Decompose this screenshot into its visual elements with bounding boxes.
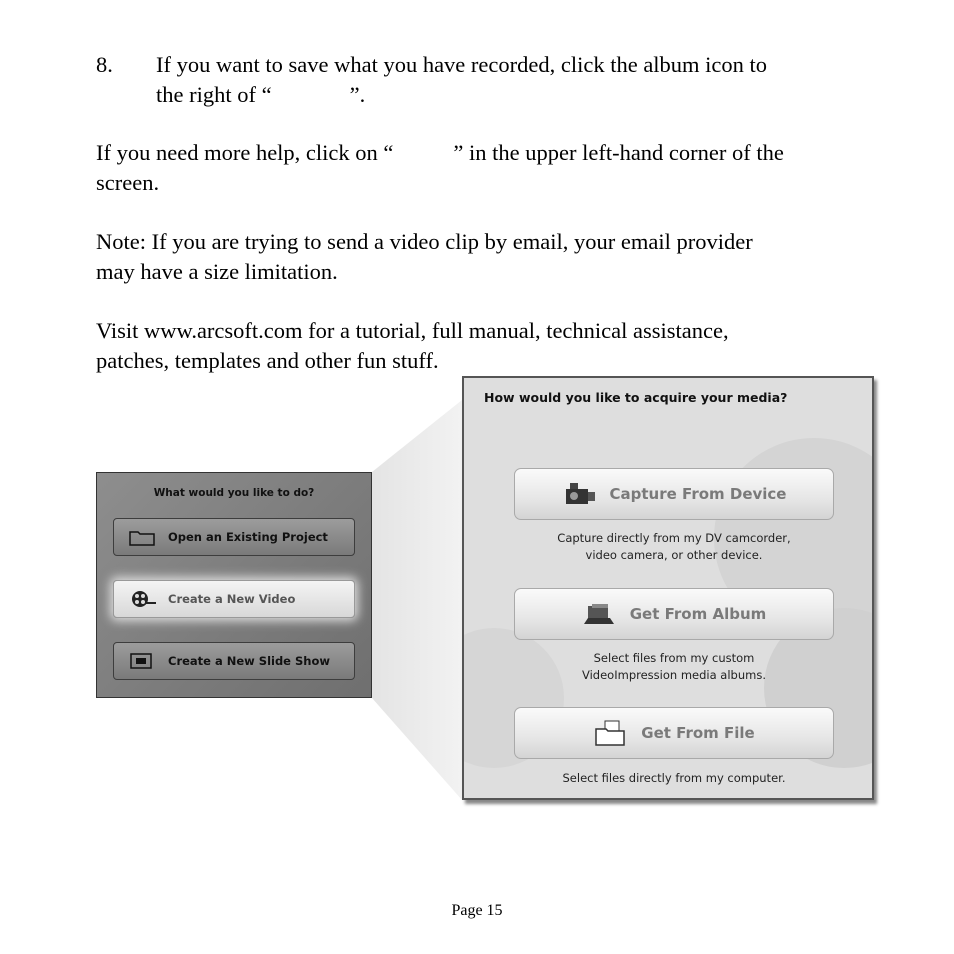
- help-text-after: ” in the upper left-hand corner of the: [453, 140, 784, 165]
- get-from-file-label: Get From File: [641, 724, 755, 742]
- album-desc-line-1: Select files from my custom: [593, 651, 755, 665]
- capture-desc-line-1: Capture directly from my DV camcorder,: [557, 531, 791, 545]
- visit-line-2: patches, templates and other fun stuff.: [96, 348, 439, 373]
- get-from-album-button[interactable]: [514, 588, 834, 640]
- get-from-album-label: Get From Album: [629, 605, 767, 623]
- album-desc-line-2: VideoImpression media albums.: [582, 668, 766, 682]
- acquire-panel-title: How would you like to acquire your media?: [484, 390, 788, 405]
- capture-desc-line-2: video camera, or other device.: [585, 548, 763, 562]
- note-line-1: Note: If you are trying to send a video clip by email, your email provider: [96, 229, 753, 254]
- page-number: Page 15: [451, 902, 503, 919]
- start-panel: [96, 472, 372, 698]
- step-number: 8.: [96, 52, 113, 77]
- visit-line-1: Visit www.arcsoft.com for a tutorial, full manual, technical assistance,: [96, 318, 729, 343]
- get-from-file-description: [494, 770, 854, 787]
- file-folder-icon: [593, 719, 629, 747]
- slideshow-icon: [128, 651, 158, 671]
- acquire-media-panel: [462, 376, 874, 800]
- film-reel-icon: [128, 589, 158, 609]
- create-new-slide-show-label: Create a New Slide Show: [168, 654, 330, 668]
- get-from-file-button[interactable]: [514, 707, 834, 759]
- create-new-video-label: Create a New Video: [168, 592, 296, 606]
- album-icon: [582, 600, 618, 628]
- file-desc-line-1: Select files directly from my computer.: [562, 771, 786, 785]
- capture-from-device-button[interactable]: [514, 468, 834, 520]
- start-panel-title: What would you like to do?: [153, 487, 315, 499]
- create-new-slide-show-button[interactable]: [113, 642, 355, 680]
- capture-from-device-description: [494, 530, 854, 564]
- get-from-album-description: [494, 650, 854, 684]
- step-8-text-before: the right of “: [156, 82, 272, 107]
- help-line-2: screen.: [96, 170, 160, 195]
- help-text-before: If you need more help, click on “: [96, 140, 394, 165]
- create-new-video-button[interactable]: [113, 580, 355, 618]
- capture-from-device-label: Capture From Device: [609, 485, 787, 503]
- folder-icon: [128, 527, 158, 547]
- note-line-2: may have a size limitation.: [96, 259, 338, 284]
- open-existing-project-button[interactable]: [113, 518, 355, 556]
- step-8-line-1: If you want to save what you have recorded, click the album icon to: [156, 52, 768, 77]
- open-existing-project-label: Open an Existing Project: [168, 530, 328, 544]
- step-8-text-after: ”.: [349, 82, 366, 107]
- camcorder-icon: [562, 480, 598, 508]
